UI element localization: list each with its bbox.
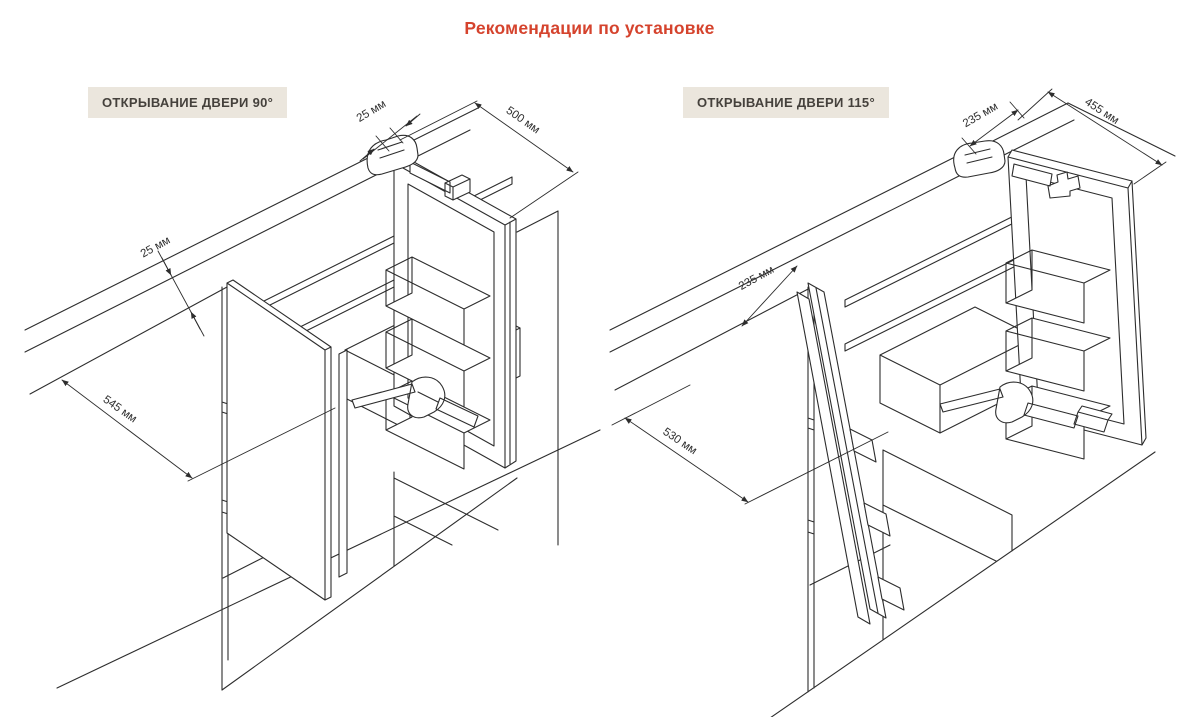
decor-panel-rail-90 — [339, 350, 347, 577]
dim-side-gap-90: 25 мм — [138, 234, 173, 261]
top-hinge-115 — [954, 141, 1005, 178]
dim-top-gap-115: 235 мм — [960, 100, 1001, 131]
dim-side-depth-115: 530 мм — [660, 425, 699, 458]
page-title: Рекомендации по установке — [464, 18, 715, 38]
diagram-90-illustration — [25, 98, 600, 690]
dim-top-width-115: 455 мм — [1082, 96, 1121, 127]
dim-side-depth-90: 545 мм — [100, 393, 139, 426]
diagram-115-caption: ОТКРЫВАНИЕ ДВЕРИ 115° — [683, 87, 889, 118]
dim-side-gap-115: 235 мм — [736, 263, 777, 293]
decor-panel-90 — [227, 280, 331, 600]
dim-top-width-90: 500 мм — [503, 104, 542, 137]
dim-top-gap-90: 25 мм — [354, 98, 389, 125]
diagram-90-caption: ОТКРЫВАНИЕ ДВЕРИ 90° — [88, 87, 287, 118]
diagram-115-illustration — [610, 89, 1175, 717]
